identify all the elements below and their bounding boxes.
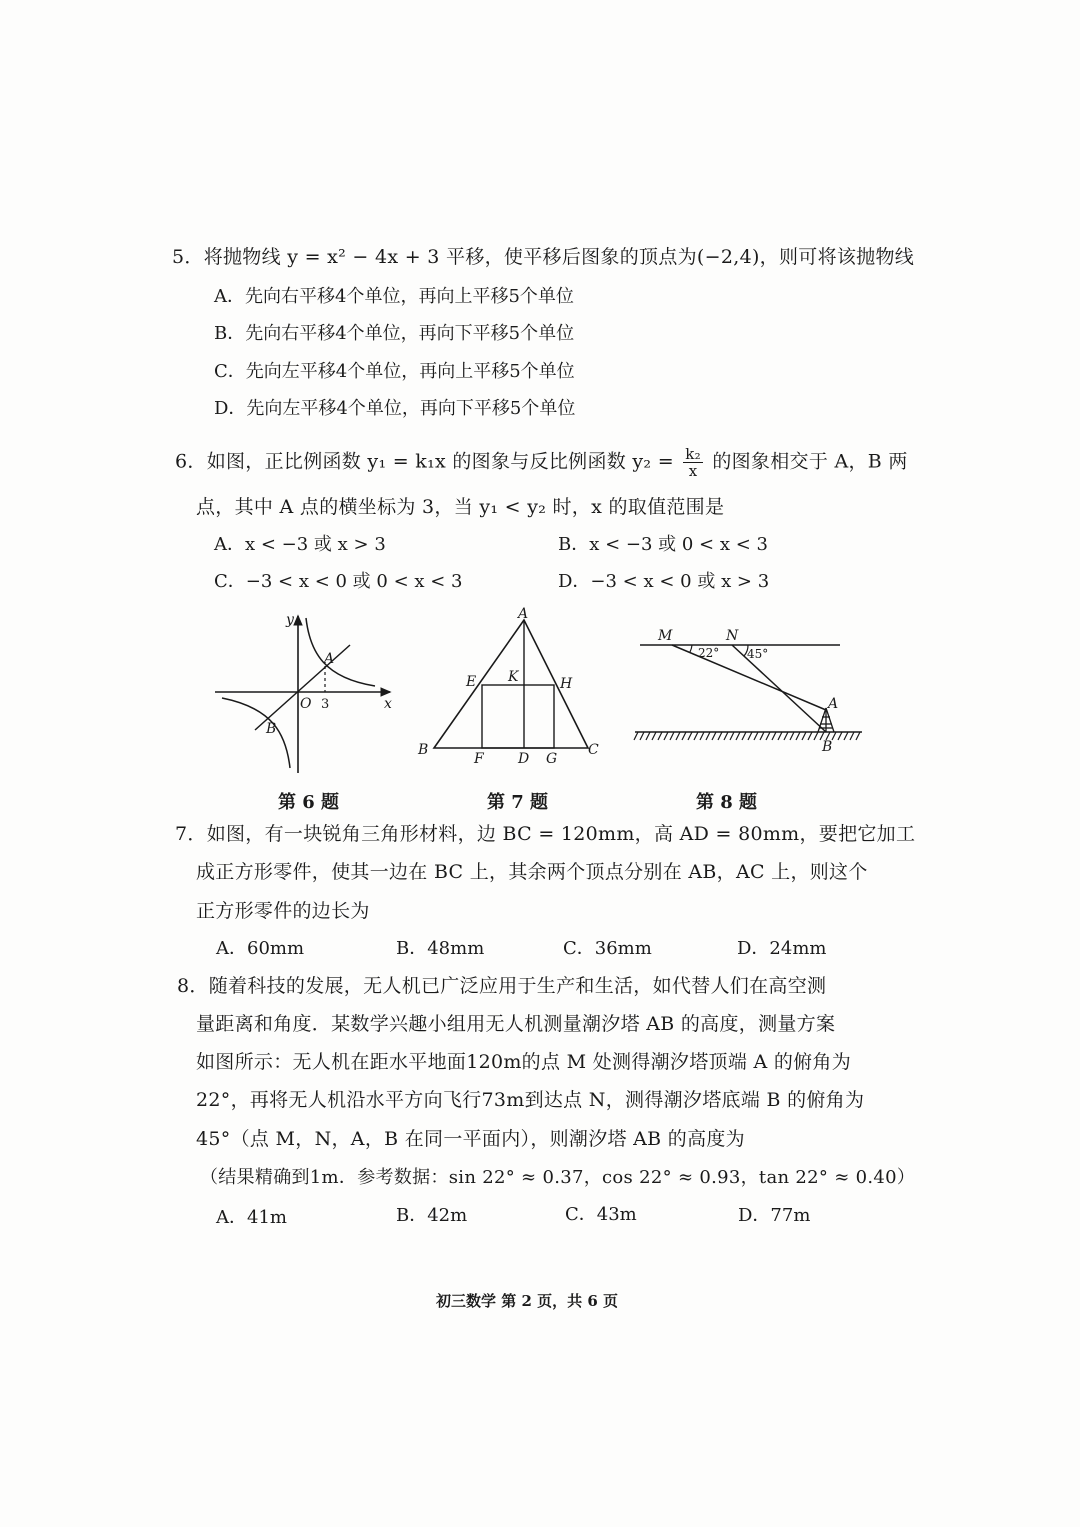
q6-stem-line1 xyxy=(175,446,908,479)
label-b: B xyxy=(266,721,277,737)
q6-fraction-numerator: k₂ xyxy=(685,445,701,463)
figure-7-caption: 第 7 题 xyxy=(487,792,549,813)
label-m: M xyxy=(658,628,673,644)
label-x: x xyxy=(384,696,392,712)
label-n: N xyxy=(726,628,739,644)
q8-stem-line5: 45°（点 M，N，A，B 在同一平面内），则潮汐塔 AB 的高度为 xyxy=(196,1128,745,1150)
q8-stem-line3: 如图所示：无人机在距水平地面120m的点 M 处测得潮汐塔顶端 A 的俯角为 xyxy=(196,1051,852,1073)
q5-option-b: B．先向右平移4个单位，再向下平移5个单位 xyxy=(214,323,575,344)
q8-option-c: C．43m xyxy=(565,1204,637,1225)
q7-option-b: B．48mm xyxy=(396,938,485,959)
label-f: F xyxy=(474,751,484,767)
label-o: O xyxy=(300,696,312,712)
q8-reference-data: （结果精确到1m．参考数据：sin 22° ≈ 0.37，cos 22° ≈ 0.93，tan 22° ≈ 0.40） xyxy=(200,1167,916,1188)
figure-8-drone xyxy=(630,620,870,760)
q8-stem-line2: 量距离和角度．某数学兴趣小组用无人机测量潮汐塔 AB 的高度，测量方案 xyxy=(196,1013,836,1035)
q7-stem-line1: 7．如图，有一块锐角三角形材料，边 BC = 120mm，高 AD = 80mm，要把它加工 xyxy=(175,823,916,845)
figure-6-caption: 第 6 题 xyxy=(278,792,340,813)
q5-option-d: D．先向左平移4个单位，再向下平移5个单位 xyxy=(214,398,576,419)
label-b: B xyxy=(822,739,833,755)
q8-stem-line1: 8．随着科技的发展，无人机已广泛应用于生产和生活，如代替人们在高空测 xyxy=(177,975,827,997)
q7-stem-line3: 正方形零件的边长为 xyxy=(196,900,370,922)
label-a: A xyxy=(324,651,335,667)
q6-option-a: A．x < −3 或 x > 3 xyxy=(214,534,386,555)
label-a: A xyxy=(518,606,529,622)
q5-option-a: A．先向右平移4个单位，再向上平移5个单位 xyxy=(214,286,574,307)
square-efgh xyxy=(482,685,554,748)
page-footer: 初三数学 第 2 页，共 6 页 xyxy=(436,1292,618,1310)
label-e: E xyxy=(466,674,477,690)
q8-option-b: B．42m xyxy=(396,1205,468,1226)
label-k: K xyxy=(508,669,519,685)
q6-option-c: C．−3 < x < 0 或 0 < x < 3 xyxy=(214,571,463,592)
q8-option-d: D．77m xyxy=(738,1205,811,1226)
proportional-line xyxy=(255,645,350,730)
q6-stem-part1: 6．如图，正比例函数 y₁ = k₁x 的图象与反比例函数 y₂ = xyxy=(175,450,674,473)
label-y: y xyxy=(286,612,294,628)
angle-arc-22 xyxy=(690,645,692,652)
label-a: A xyxy=(828,696,839,712)
q8-option-a: A．41m xyxy=(216,1207,287,1228)
label-b: B xyxy=(418,742,429,758)
q8-stem-line4: 22°，再将无人机沿水平方向飞行73m到达点 N，测得潮汐塔底端 B 的俯角为 xyxy=(196,1089,865,1111)
q6-stem-line2: 点，其中 A 点的横坐标为 3，当 y₁ < y₂ 时，x 的取值范围是 xyxy=(196,496,725,518)
label-d: D xyxy=(518,751,530,767)
figure-8-caption: 第 8 题 xyxy=(696,792,758,813)
label-c: C xyxy=(588,742,599,758)
q7-stem-line2: 成正方形零件，使其一边在 BC 上，其余两个顶点分别在 AB，AC 上，则这个 xyxy=(196,861,868,883)
label-3: 3 xyxy=(321,697,330,712)
figure-7-triangle xyxy=(410,608,610,768)
q6-option-b: B．x < −3 或 0 < x < 3 xyxy=(558,534,768,555)
q6-option-d: D．−3 < x < 0 或 x > 3 xyxy=(558,571,770,592)
q7-option-c: C．36mm xyxy=(563,938,652,959)
q5-option-c: C．先向左平移4个单位，再向上平移5个单位 xyxy=(214,361,575,382)
q6-stem-part2: 的图象相交于 A，B 两 xyxy=(712,450,908,473)
q7-option-a: A．60mm xyxy=(216,938,305,959)
q5-stem: 5．将抛物线 y = x² − 4x + 3 平移，使平移后图象的顶点为(−2,4)，则可将该抛物线 xyxy=(172,246,915,268)
figure-6-graph xyxy=(210,608,400,778)
label-angle-45: 45° xyxy=(747,647,769,661)
label-g: G xyxy=(546,751,558,767)
q6-fraction-denominator: x xyxy=(688,462,698,480)
q7-option-d: D．24mm xyxy=(737,938,827,959)
q6-fraction xyxy=(683,446,703,479)
label-angle-22: 22° xyxy=(698,646,720,660)
label-h: H xyxy=(560,676,573,692)
